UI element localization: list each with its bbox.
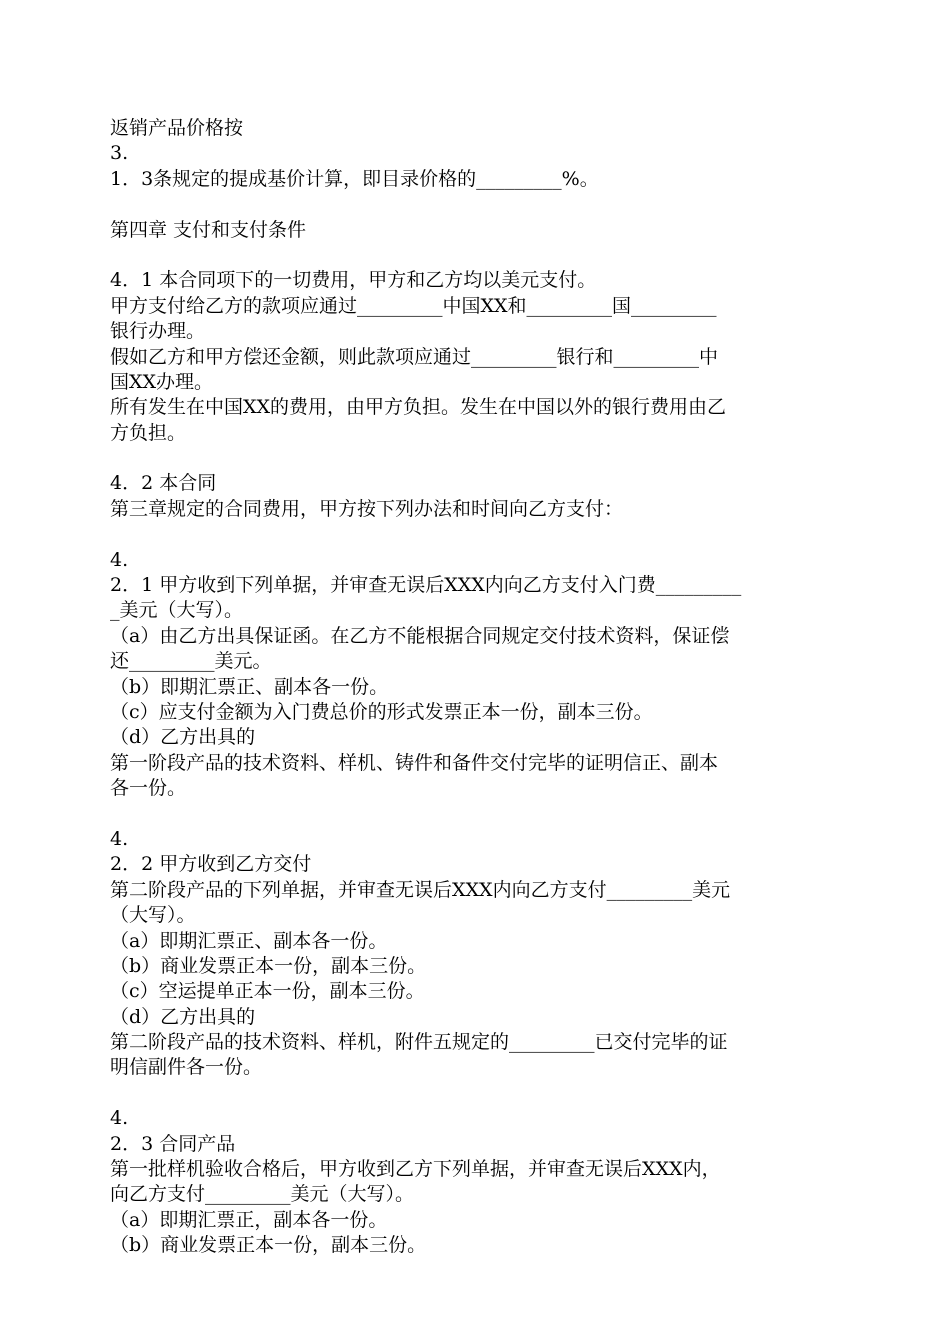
blank-line: [110, 1081, 845, 1106]
text-line: 所有发生在中国XX的费用，由甲方负担。发生在中国以外的银行费用由乙: [110, 396, 727, 419]
text-line: 明信副件各一份。: [110, 1056, 263, 1079]
text-line: （a）由乙方出具保证函。在乙方不能根据合同规定交付技术资料，保证偿: [110, 624, 730, 647]
text-line: 还_________美元。: [110, 650, 272, 673]
text-line: （c）应支付金额为入门费总价的形式发票正本一份，副本三份。: [110, 700, 653, 723]
text-line: （b）即期汇票正、副本各一份。: [110, 675, 389, 698]
text-line: 银行办理。: [110, 320, 206, 343]
text-line: 4．2 本合同: [110, 472, 217, 495]
text-line: 返销产品价格按: [110, 117, 244, 139]
text-line: 4.: [110, 548, 129, 571]
blank-line: [110, 243, 845, 268]
text-line: 4．1 本合同项下的一切费用，甲方和乙方均以美元支付。: [110, 269, 597, 292]
text-line: 假如乙方和甲方偿还金额，则此款项应通过_________银行和_________中: [110, 345, 719, 368]
text-line: 第二阶段产品的技术资料、样机，附件五规定的_________已交付完毕的证: [110, 1031, 728, 1054]
text-line: （c）空运提单正本一份，副本三份。: [110, 980, 425, 1003]
text-line: 2．1 甲方收到下列单据，并审查无误后XXX内向乙方支付入门费_________: [110, 574, 742, 597]
text-line: 甲方支付给乙方的款项应通过_________中国XX和_________国_________: [110, 294, 717, 317]
text-line: （大写）。: [110, 904, 196, 927]
text-line: 2．3 合同产品: [110, 1132, 236, 1155]
blank-line: [110, 802, 845, 827]
text-line: 4.: [110, 827, 129, 850]
text-line: 向乙方支付_________美元（大写）。: [110, 1183, 415, 1206]
blank-line: [110, 522, 845, 547]
text-line: _美元（大写）。: [110, 599, 244, 622]
text-line: （d）乙方出具的: [110, 1005, 256, 1028]
text-line: 各一份。: [110, 777, 187, 800]
text-line: （d）乙方出具的: [110, 726, 256, 749]
text-line: 第四章 支付和支付条件: [110, 218, 307, 241]
text-line: 2．2 甲方收到乙方交付: [110, 853, 312, 876]
text-line: 第一阶段产品的技术资料、样机、铸件和备件交付完毕的证明信正、副本: [110, 751, 719, 774]
text-line: 4.: [110, 1107, 129, 1130]
text-line: （b）商业发票正本一份，副本三份。: [110, 1234, 427, 1257]
document-page: [110, 116, 845, 1259]
text-line: 3.: [110, 142, 129, 165]
text-line: 国XX办理。: [110, 370, 214, 393]
blank-line: [110, 192, 845, 217]
text-line: 第一批样机验收合格后，甲方收到乙方下列单据，并审查无误后XXX内，: [110, 1158, 721, 1181]
text-line: （a）即期汇票正，副本各一份。: [110, 1208, 388, 1231]
text-line: 方负担。: [110, 421, 187, 444]
text-line: 第二阶段产品的下列单据，并审查无误后XXX内向乙方支付_________美元: [110, 878, 731, 901]
blank-line: [110, 446, 845, 471]
text-line: 1．3条规定的提成基价计算，即目录价格的_________%。: [110, 167, 599, 190]
text-line: 第三章规定的合同费用，甲方按下列办法和时间向乙方支付：: [110, 497, 624, 520]
text-line: （b）商业发票正本一份，副本三份。: [110, 954, 427, 977]
text-line: （a）即期汇票正、副本各一份。: [110, 929, 388, 952]
